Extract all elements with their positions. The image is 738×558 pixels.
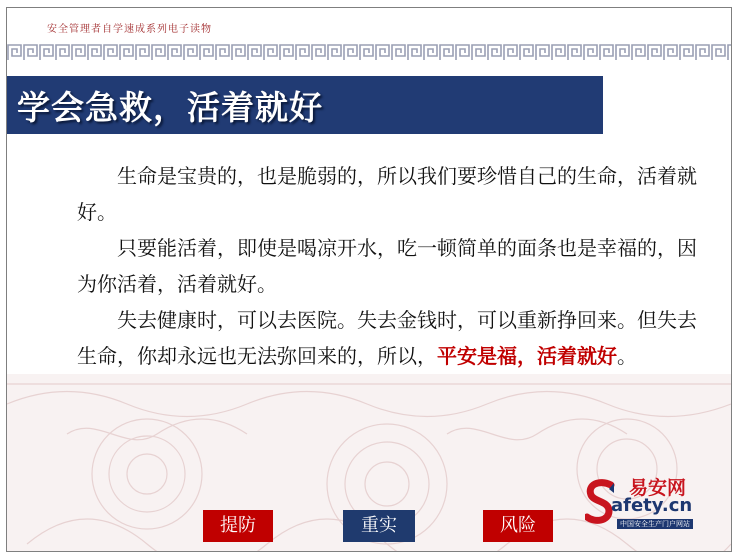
- paragraph-text: 失去健康时，可以去医院。失去金钱时，可以重新挣回来。但失去生命，你却永远也无法弥回来的，所以，: [77, 308, 697, 368]
- tag-3: 风险: [483, 510, 553, 542]
- meander-border-decoration: [7, 42, 731, 62]
- logo-en-text: afety.cn: [611, 495, 693, 516]
- paragraph: [77, 302, 697, 374]
- logo: [585, 473, 715, 535]
- page-title: 学会急救，活着就好: [17, 88, 323, 127]
- tag-1: 提防: [203, 510, 273, 542]
- slide: [6, 7, 732, 552]
- logo-cn-text: 易安网: [629, 477, 687, 499]
- emphasis-text: 平安是福，活着就好: [437, 344, 617, 368]
- paragraph: [77, 230, 697, 302]
- paragraph-end: 。: [617, 344, 637, 368]
- paragraph-text: 只要能活着，即使是喝凉开水，吃一顿简单的面条也是幸福的，因为你活着，活着就好。: [77, 236, 697, 296]
- paragraph: [77, 158, 697, 230]
- body-text: [77, 158, 697, 374]
- series-title: 安全管理者自学速成系列电子读物: [47, 24, 212, 35]
- tag-2: 重实: [343, 510, 415, 542]
- title-bar: [7, 76, 603, 134]
- logo-subtitle: 中国安全生产门户网站: [617, 519, 693, 529]
- paragraph-text: 生命是宝贵的，也是脆弱的，所以我们要珍惜自己的生命，活着就好。: [77, 164, 697, 224]
